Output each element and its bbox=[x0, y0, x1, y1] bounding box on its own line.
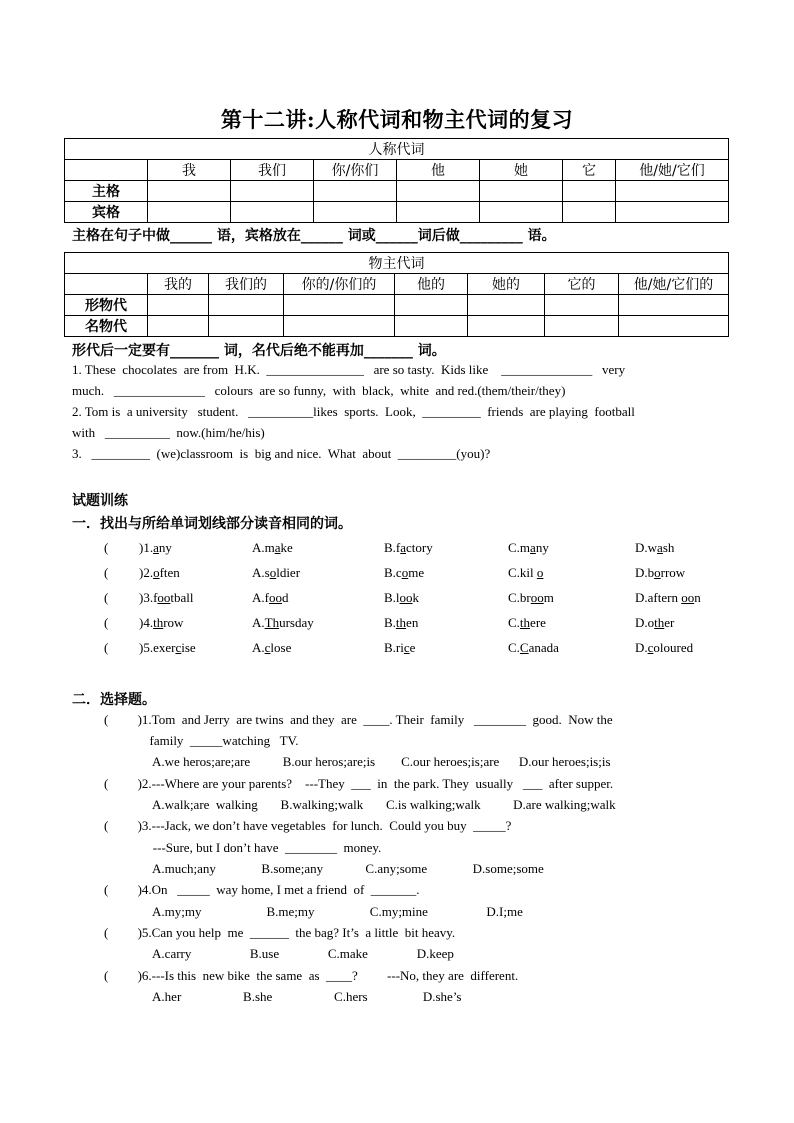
phonics-cell bbox=[252, 540, 293, 556]
underlined-letters: o bbox=[654, 565, 661, 580]
underlined-letters: c bbox=[403, 640, 410, 655]
table-header: 它 bbox=[563, 160, 616, 181]
table-cell bbox=[65, 274, 148, 295]
underlined-letters: o bbox=[153, 565, 160, 580]
underlined-letters: c bbox=[647, 640, 654, 655]
answer-cell[interactable] bbox=[468, 295, 545, 316]
underlined-letters: a bbox=[657, 540, 663, 555]
table-header: 它的 bbox=[545, 274, 619, 295]
answer-paren[interactable]: ( bbox=[104, 615, 109, 630]
mc-line: family _____watching TV. bbox=[104, 733, 299, 748]
answer-cell[interactable] bbox=[619, 295, 729, 316]
exercise-line: 3. _________ (we)classroom is big and nice. What about _________(you)? bbox=[72, 446, 491, 461]
underlined-letters: th bbox=[519, 615, 531, 630]
answer-cell[interactable] bbox=[209, 316, 284, 337]
answer-cell[interactable] bbox=[545, 295, 619, 316]
option-d: D.aftern oon bbox=[635, 590, 701, 605]
answer-paren[interactable]: ( bbox=[104, 640, 109, 655]
answer-paren[interactable]: ( bbox=[104, 540, 109, 555]
answer-paren[interactable]: ( bbox=[104, 565, 109, 580]
underlined-letters: C bbox=[519, 640, 529, 655]
phonics-cell bbox=[104, 590, 108, 606]
phonics-cell bbox=[508, 640, 559, 656]
answer-paren[interactable]: ( bbox=[104, 590, 109, 605]
page-title: 第十二讲:人称代词和物主代词的复习 bbox=[220, 107, 574, 132]
exercise-line: much. ______________ colours are so funny, with black, white and red.(them/their/they) bbox=[72, 383, 566, 398]
answer-cell[interactable] bbox=[395, 295, 468, 316]
phonics-cell bbox=[508, 590, 554, 606]
exercise-line: 2. Tom is a university student. __________likes sports. Look, _________ friends are playing football bbox=[72, 404, 635, 419]
mc-line: ---Sure, but I don’t have ________ money. bbox=[104, 840, 382, 855]
answer-cell[interactable] bbox=[619, 316, 729, 337]
option-b: B.look bbox=[384, 590, 420, 605]
phonics-cell bbox=[635, 590, 701, 606]
table-header: 我的 bbox=[148, 274, 209, 295]
answer-cell[interactable] bbox=[545, 316, 619, 337]
answer-cell[interactable] bbox=[148, 295, 209, 316]
note-possessive: 形代后一定要有_______ 词，名代后绝不能再加_______ 词。 bbox=[72, 343, 446, 359]
phonics-cell bbox=[635, 565, 685, 581]
exercise-line: 1. These chocolates are from H.K. _______________ are so tasty. Kids like ______________ very bbox=[72, 362, 626, 377]
table-cell bbox=[65, 160, 148, 181]
section-1-heading: 一．找出与所给单词划线部分读音相同的词。 bbox=[72, 516, 352, 532]
underlined-letters: o bbox=[269, 565, 277, 580]
answer-cell[interactable] bbox=[616, 181, 729, 202]
exercise-line: with __________ now.(him/he/his) bbox=[72, 425, 265, 440]
answer-cell[interactable] bbox=[397, 181, 480, 202]
phonics-cell bbox=[635, 540, 674, 556]
note-subject-object: 主格在句子中做______ 语，宾格放在______ 词或______词后做_________ 语。 bbox=[72, 228, 556, 244]
phonics-cell bbox=[104, 640, 108, 656]
option-c: C.many bbox=[508, 540, 549, 555]
answer-cell[interactable] bbox=[563, 181, 616, 202]
question-word: )3.football bbox=[139, 590, 194, 605]
underlined-letters: a bbox=[530, 540, 536, 555]
underlined-letters: oo bbox=[157, 590, 171, 605]
option-b: B.factory bbox=[384, 540, 433, 555]
phonics-cell bbox=[384, 565, 424, 581]
table-header: 我 bbox=[148, 160, 231, 181]
phonics-cell bbox=[139, 615, 183, 631]
section-2-heading: 二．选择题。 bbox=[72, 692, 156, 708]
answer-cell[interactable] bbox=[616, 202, 729, 223]
phonics-cell bbox=[139, 540, 172, 556]
option-c: C.kil o bbox=[508, 565, 544, 580]
phonics-cell bbox=[508, 540, 549, 556]
mc-line: ( )3.---Jack, we don’t have vegetables for lunch. Could you buy _____? bbox=[104, 818, 512, 833]
answer-cell[interactable] bbox=[314, 181, 397, 202]
underlined-letters: o bbox=[401, 565, 409, 580]
underlined-letters: a bbox=[153, 540, 159, 555]
phonics-cell bbox=[508, 565, 543, 581]
option-c: C.Canada bbox=[508, 640, 559, 655]
table-caption: 物主代词 bbox=[65, 253, 729, 274]
row-label: 宾格 bbox=[65, 202, 148, 223]
phonics-cell bbox=[635, 615, 674, 631]
phonics-cell bbox=[252, 565, 300, 581]
option-b: B.come bbox=[384, 565, 425, 580]
option-a: A.make bbox=[252, 540, 293, 555]
phonics-cell bbox=[139, 590, 194, 606]
option-a: A.Thursday bbox=[252, 615, 314, 630]
answer-cell[interactable] bbox=[314, 202, 397, 223]
option-b: B.rice bbox=[384, 640, 416, 655]
question-word: )5.exercise bbox=[139, 640, 196, 655]
mc-options: A.her B.she C.hers D.she’s bbox=[104, 989, 462, 1004]
answer-cell[interactable] bbox=[480, 202, 563, 223]
table-header: 他 bbox=[397, 160, 480, 181]
underlined-letters: o bbox=[536, 565, 544, 580]
answer-cell[interactable] bbox=[148, 316, 209, 337]
possessive-pronoun-table bbox=[64, 252, 729, 337]
mc-line: ( )6.---Is this new bike the same as ____? ---No, they are different. bbox=[104, 968, 519, 983]
option-d: D.borrow bbox=[635, 565, 686, 580]
phonics-cell bbox=[252, 615, 314, 631]
phonics-cell bbox=[252, 640, 291, 656]
mc-options: A.walk;are walking B.walking;walk C.is walking;walk D.are walking;walk bbox=[104, 797, 616, 812]
underlined-letters: Th bbox=[264, 615, 280, 630]
phonics-cell bbox=[508, 615, 546, 631]
row-label: 形物代 bbox=[65, 295, 148, 316]
underlined-letters: c bbox=[175, 640, 182, 655]
answer-cell[interactable] bbox=[231, 202, 314, 223]
table-header: 你的/你们的 bbox=[284, 274, 395, 295]
row-label: 名物代 bbox=[65, 316, 148, 337]
option-c: C.there bbox=[508, 615, 546, 630]
mc-line: ( )4.On _____ way home, I met a friend of _______. bbox=[104, 882, 420, 897]
underlined-letters: oo bbox=[268, 590, 282, 605]
phonics-cell bbox=[252, 590, 288, 606]
phonics-cell bbox=[384, 540, 433, 556]
answer-cell[interactable] bbox=[148, 202, 231, 223]
table-header: 我们的 bbox=[209, 274, 284, 295]
question-word: )4.throw bbox=[139, 615, 184, 630]
underlined-letters: th bbox=[153, 615, 164, 630]
mc-options: A.my;my B.me;my C.my;mine D.I;me bbox=[104, 904, 523, 919]
answer-cell[interactable] bbox=[480, 181, 563, 202]
answer-cell[interactable] bbox=[395, 316, 468, 337]
mc-options: A.carry B.use C.make D.keep bbox=[104, 946, 454, 961]
answer-cell[interactable] bbox=[284, 316, 395, 337]
underlined-letters: oo bbox=[681, 590, 695, 605]
answer-cell[interactable] bbox=[563, 202, 616, 223]
row-label: 主格 bbox=[65, 181, 148, 202]
phonics-cell bbox=[635, 640, 693, 656]
table-header: 他的 bbox=[395, 274, 468, 295]
phonics-cell bbox=[384, 640, 415, 656]
answer-cell[interactable] bbox=[468, 316, 545, 337]
option-c: C.broom bbox=[508, 590, 554, 605]
question-word: )2.often bbox=[139, 565, 180, 580]
underlined-letters: th bbox=[395, 615, 407, 630]
mc-line: ( )5.Can you help me ______ the bag? It’s a little bit heavy. bbox=[104, 925, 456, 940]
underlined-letters: a bbox=[400, 540, 407, 555]
question-word: )1.any bbox=[139, 540, 172, 555]
phonics-cell bbox=[104, 615, 108, 631]
answer-cell[interactable] bbox=[397, 202, 480, 223]
answer-cell[interactable] bbox=[209, 295, 284, 316]
mc-options: A.we heros;are;are B.our heros;are;is C.our heroes;is;are D.our heroes;is;is bbox=[104, 754, 611, 769]
phonics-cell bbox=[104, 565, 108, 581]
table-header: 他/她/它们 bbox=[616, 160, 729, 181]
phonics-cell bbox=[384, 590, 419, 606]
table-header: 我们 bbox=[231, 160, 314, 181]
option-b: B.then bbox=[384, 615, 419, 630]
answer-cell[interactable] bbox=[148, 181, 231, 202]
phonics-cell bbox=[139, 640, 196, 656]
table-caption: 人称代词 bbox=[65, 139, 729, 160]
phonics-cell bbox=[139, 565, 180, 581]
answer-cell[interactable] bbox=[231, 181, 314, 202]
mc-line: ( )1.Tom and Jerry are twins and they are ____. Their family ________ good. Now the bbox=[104, 712, 613, 727]
underlined-letters: a bbox=[274, 540, 281, 555]
option-a: A.food bbox=[252, 590, 289, 605]
option-d: D.coloured bbox=[635, 640, 694, 655]
table-header: 她的 bbox=[468, 274, 545, 295]
phonics-cell bbox=[104, 540, 108, 556]
option-d: D.wash bbox=[635, 540, 675, 555]
table-header: 她 bbox=[480, 160, 563, 181]
option-d: D.other bbox=[635, 615, 675, 630]
mc-line: ( )2.---Where are your parents? ---They ___ in the park. They usually ___ after supper. bbox=[104, 776, 614, 791]
underlined-letters: c bbox=[264, 640, 271, 655]
personal-pronoun-table bbox=[64, 138, 729, 223]
underlined-letters: th bbox=[654, 615, 665, 630]
table-header: 你/你们 bbox=[314, 160, 397, 181]
underlined-letters: oo bbox=[399, 590, 413, 605]
section-training-heading: 试题训练 bbox=[72, 493, 128, 509]
option-a: A.close bbox=[252, 640, 292, 655]
option-a: A.soldier bbox=[252, 565, 301, 580]
mc-options: A.much;any B.some;any C.any;some D.some;some bbox=[104, 861, 544, 876]
phonics-cell bbox=[384, 615, 418, 631]
answer-cell[interactable] bbox=[284, 295, 395, 316]
underlined-letters: oo bbox=[530, 590, 544, 605]
table-header: 他/她/它们的 bbox=[619, 274, 729, 295]
